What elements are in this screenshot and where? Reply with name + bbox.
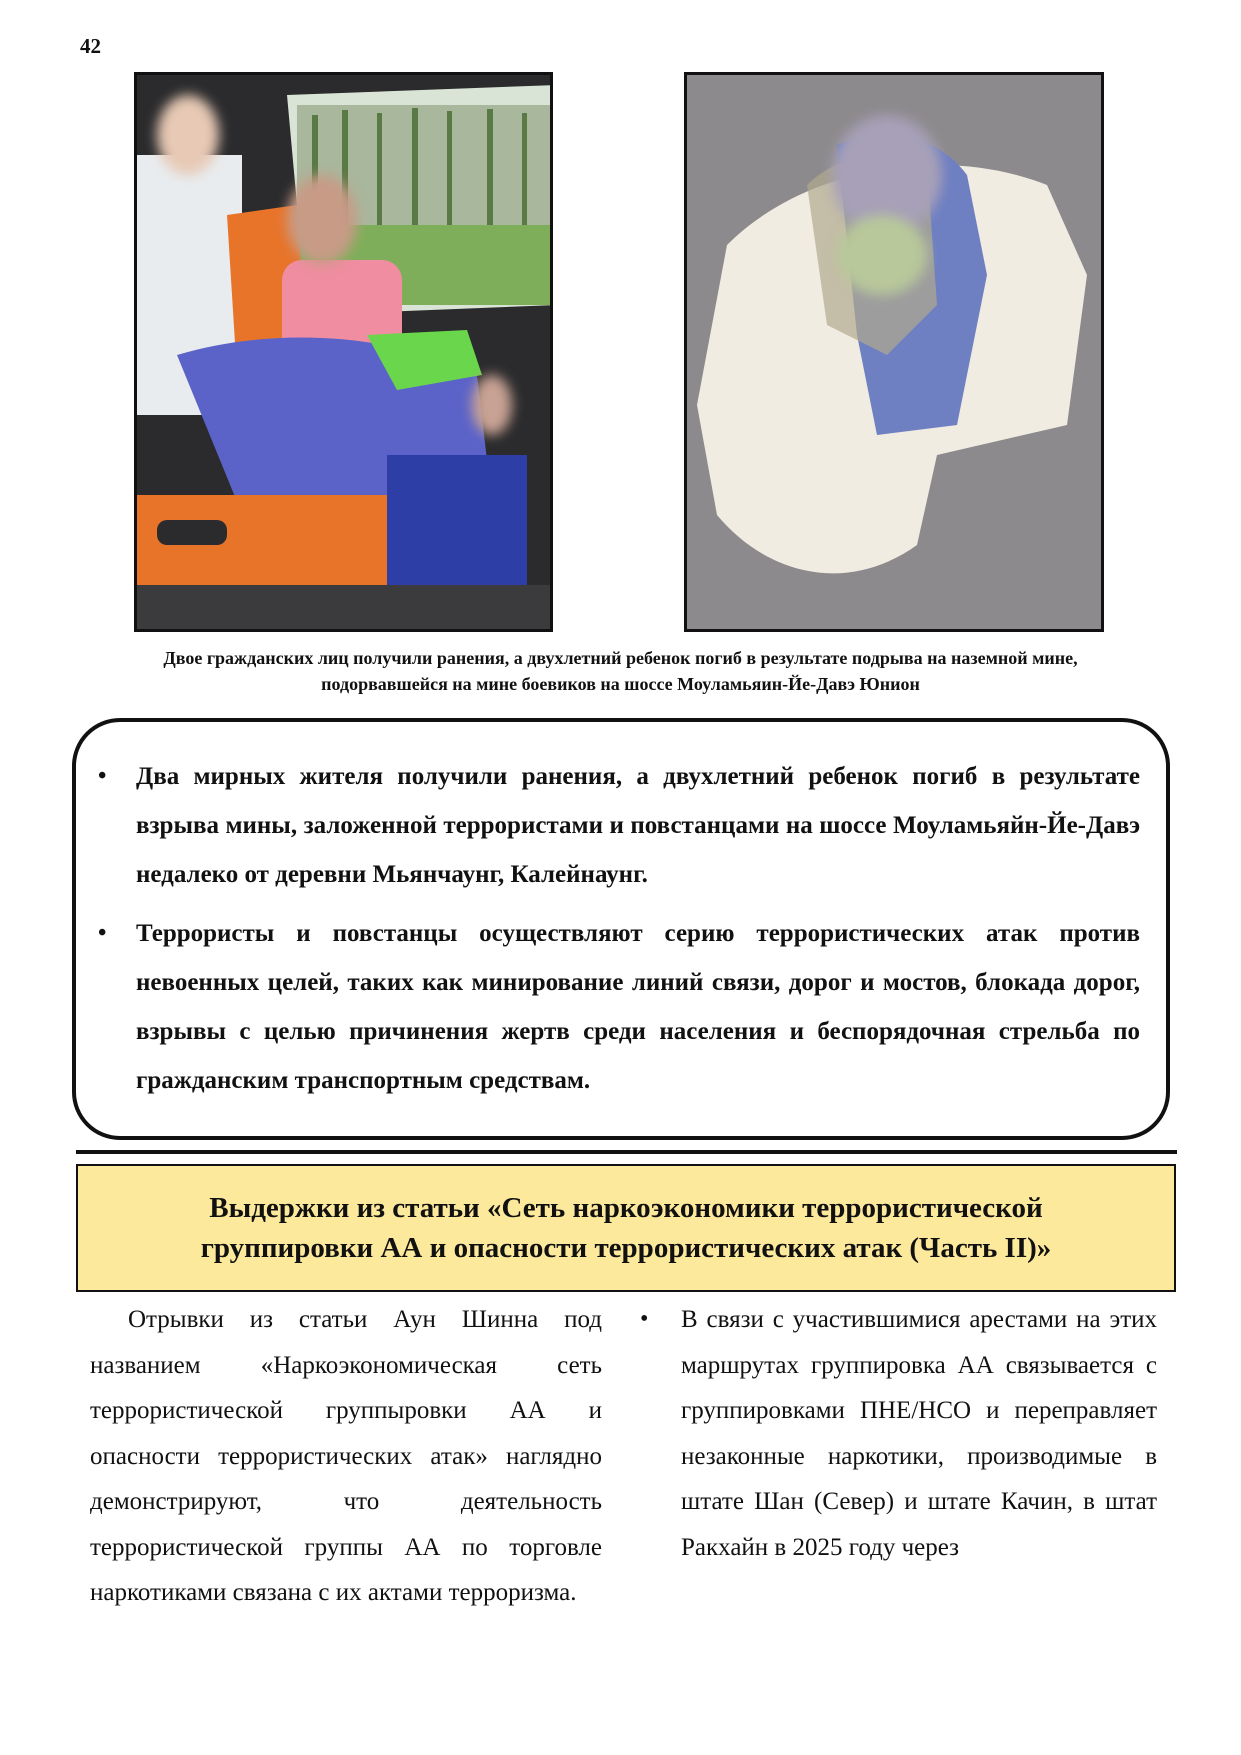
caption-line: подорвавшейся на мине боевиков на шоссе Моуламьяин-Йе-Давэ Юнион (321, 674, 920, 694)
blurred-body (837, 215, 927, 295)
heading-line: группировки АА и опасности террористических атак (Часть II)» (200, 1232, 1052, 1264)
heading-line: Выдержки из статьи «Сеть наркоэкономики террористической (209, 1192, 1043, 1224)
section-heading (201, 1188, 1052, 1268)
blurred-face (472, 375, 512, 435)
key-points-box (72, 718, 1170, 1140)
key-point-item: • Террористы и повстанцы осуществляют серию террористических атак против невоенных целей, таких как минирование линий связи, дорог и мостов, блокада дорог, взрывы с целью причинения жертв среди населения и беспорядочная стрельба по гражданским транспортным средствам. (136, 909, 1140, 1105)
blurred-face (287, 175, 357, 265)
blurred-face (157, 95, 219, 175)
section-divider (76, 1150, 1177, 1154)
right-column-text: В связи с участившимися арестами на этих маршрутах группировка АА связывается с группировками ПНЕ/НСО и переправляет незаконные наркотики, производимые в штате Шан (Север) и штате Качин, в штат Ракхайн в 2025 году через (681, 1306, 1157, 1561)
page-number: 42 (80, 34, 101, 58)
key-point-item: • Два мирных жителя получили ранения, а двухлетний ребенок погиб в результате взрыва мины, заложенной террористами и повстанцами на шоссе Моуламьяйн-Йе-Давэ недалеко от деревни Мьянчаунг, Калейнаунг. (136, 752, 1140, 899)
caption-line: Двое гражданских лиц получили ранения, а двухлетний ребенок погиб в результате подрыва на наземной мине, (163, 648, 1078, 668)
covered-body-photo (684, 72, 1104, 632)
injured-civilians-photo (134, 72, 553, 632)
section-heading-box (76, 1164, 1176, 1292)
left-column-text: Отрывки из статьи Аун Шинна под названием «Наркоэкономическая сеть террористической группыровки АА и опасности террористических атак» наглядно демонстрируют, что деятельность террористической группы АА по торговле наркотиками связана с их актами терроризма. (90, 1306, 602, 1606)
key-points-list (76, 722, 1166, 1105)
bullet-icon: • (640, 1306, 649, 1332)
photo-caption (80, 645, 1161, 697)
